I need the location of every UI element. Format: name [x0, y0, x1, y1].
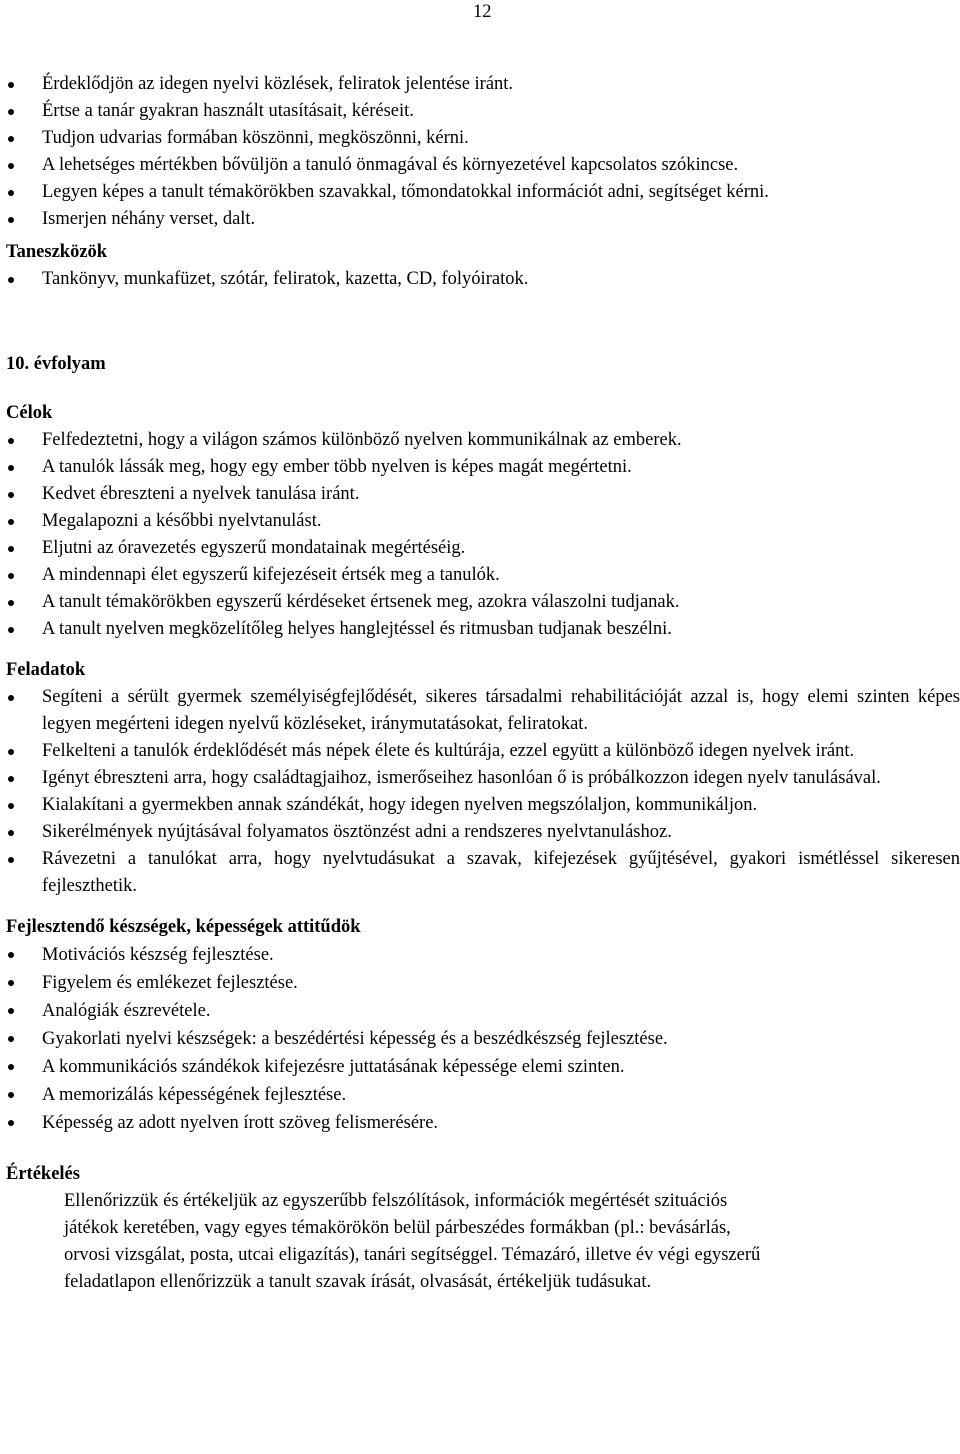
section-heading-celok: Célok [6, 403, 53, 423]
paragraph-line: feladatlapon ellenőrizzük a tanult szavak írását, olvasását, értékeljük tudásukat. [64, 1272, 652, 1292]
page-number: 12 [473, 2, 492, 22]
bullet-icon [8, 952, 14, 958]
list-item: Segíteni a sérült gyermek személyiségfejlődését, sikeres társadalmi rehabilitációját azzal is, hogy elemi szinten képes legyen megérteni idegen nyelvű közléseket, iránymutatásokat, feliratokat. [6, 684, 960, 738]
bullet-icon [8, 749, 14, 755]
list-item: A tanulók lássák meg, hogy egy ember több nyelven is képes magát megértetni. [6, 454, 960, 481]
bullet-icon [8, 1036, 14, 1042]
list-item: Felfedeztetni, hogy a világon számos különböző nyelven kommunikálnak az emberek. [6, 427, 960, 454]
ertekeles-paragraph [6, 1188, 960, 1296]
bullet-icon [8, 627, 14, 633]
list-item: Tudjon udvarias formában köszönni, megköszönni, kérni. [6, 125, 960, 152]
list-item: A tanult nyelven megközelítőleg helyes hanglejtéssel és ritmusban tudjanak beszélni. [6, 616, 960, 643]
bullet-icon [8, 546, 14, 552]
list-item: Rávezetni a tanulókat arra, hogy nyelvtudásukat a szavak, kifejezések gyűjtésével, gyakori ismétléssel sikeresen fejleszthetik. [6, 846, 960, 900]
list-item: Értse a tanár gyakran használt utasításait, kéréseit. [6, 98, 960, 125]
list-item: Eljutni az óravezetés egyszerű mondatainak megértéséig. [6, 535, 960, 562]
list-item: Kedvet ébreszteni a nyelvek tanulása iránt. [6, 481, 960, 508]
bullet-icon [8, 465, 14, 471]
list-item: A memorizálás képességének fejlesztése. [6, 1081, 960, 1109]
paragraph-line: orvosi vizsgálat, posta, utcai eligazítás), tanári segítséggel. Témazáró, illetve év végi egyszerű [64, 1245, 761, 1265]
bullet-icon [8, 695, 14, 701]
bullet-icon [8, 1120, 14, 1126]
bullet-icon [8, 573, 14, 579]
list-item: Igényt ébreszteni arra, hogy családtagjaihoz, ismerőseihez hasonlóan ő is próbálkozzon idegen nyelv tanulásával. [6, 765, 960, 792]
list-item: A kommunikációs szándékok kifejezésre juttatásának képessége elemi szinten. [6, 1053, 960, 1081]
list-item: Ismerjen néhány verset, dalt. [6, 206, 960, 233]
bullet-icon [8, 277, 14, 283]
list-item: Analógiák észrevétele. [6, 997, 960, 1025]
bullet-icon [8, 980, 14, 986]
bullet-icon [8, 109, 14, 115]
bullet-icon [8, 163, 14, 169]
bullet-icon [8, 190, 14, 196]
list-item: Megalapozni a későbbi nyelvtanulást. [6, 508, 960, 535]
list-item: Érdeklődjön az idegen nyelvi közlések, feliratok jelentése iránt. [6, 71, 960, 98]
bullet-icon [8, 1008, 14, 1014]
section-heading-feladatok: Feladatok [6, 660, 86, 680]
celok-list [6, 427, 960, 643]
bullet-icon [8, 803, 14, 809]
list-item: Motivációs készség fejlesztése. [6, 941, 960, 969]
section-heading-fejlesztendo: Fejlesztendő készségek, képességek attitűdök [6, 917, 361, 937]
bullet-icon [8, 776, 14, 782]
list-item: Figyelem és emlékezet fejlesztése. [6, 969, 960, 997]
paragraph-line: játékok keretében, vagy egyes témakörökön belül párbeszédes formákban (pl.: bevásárlás, [64, 1218, 731, 1238]
list-item: A lehetséges mértékben bővüljön a tanuló önmagával és környezetével kapcsolatos szókincse. [6, 152, 960, 179]
bullet-icon [8, 1064, 14, 1070]
bullet-icon [8, 1092, 14, 1098]
feladatok-list [6, 684, 960, 900]
list-item: A mindennapi élet egyszerű kifejezéseit értsék meg a tanulók. [6, 562, 960, 589]
list-item: Felkelteni a tanulók érdeklődését más népek élete és kultúrája, ezzel együtt a különböző idegen nyelvek iránt. [6, 738, 960, 765]
section-heading-ertekeles: Értékelés [6, 1164, 80, 1184]
bullet-icon [8, 438, 14, 444]
document-body [6, 71, 960, 1296]
bullet-icon [8, 830, 14, 836]
bullet-icon [8, 857, 14, 863]
list-item: Képesség az adott nyelven írott szöveg felismerésére. [6, 1109, 960, 1137]
list-item: A tanult témakörökben egyszerű kérdéseket értsenek meg, azokra válaszolni tudjanak. [6, 589, 960, 616]
list-item: Tankönyv, munkafüzet, szótár, feliratok, kazetta, CD, folyóiratok. [6, 266, 960, 293]
list-item: Kialakítani a gyermekben annak szándékát, hogy idegen nyelven megszólaljon, kommunikáljon. [6, 792, 960, 819]
bullet-icon [8, 600, 14, 606]
list-item: Sikerélmények nyújtásával folyamatos ösztönzést adni a rendszeres nyelvtanuláshoz. [6, 819, 960, 846]
bullet-icon [8, 82, 14, 88]
list-item: Gyakorlati nyelvi készségek: a beszédértési képesség és a beszédkészség fejlesztése. [6, 1025, 960, 1053]
bullet-icon [8, 217, 14, 223]
paragraph-line: Ellenőrizzük és értékeljük az egyszerűbb felszólítások, információk megértését szituációs [64, 1191, 728, 1211]
fejlesztendo-list [6, 941, 960, 1137]
intro-list [6, 71, 960, 233]
grade-heading: 10. évfolyam [6, 354, 106, 374]
list-item: Legyen képes a tanult témakörökben szavakkal, tőmondatokkal információt adni, segítséget kérni. [6, 179, 960, 206]
bullet-icon [8, 136, 14, 142]
bullet-icon [8, 492, 14, 498]
bullet-icon [8, 519, 14, 525]
taneszkozok-list [6, 266, 960, 293]
section-heading-taneszkozok: Taneszközök [6, 242, 108, 262]
